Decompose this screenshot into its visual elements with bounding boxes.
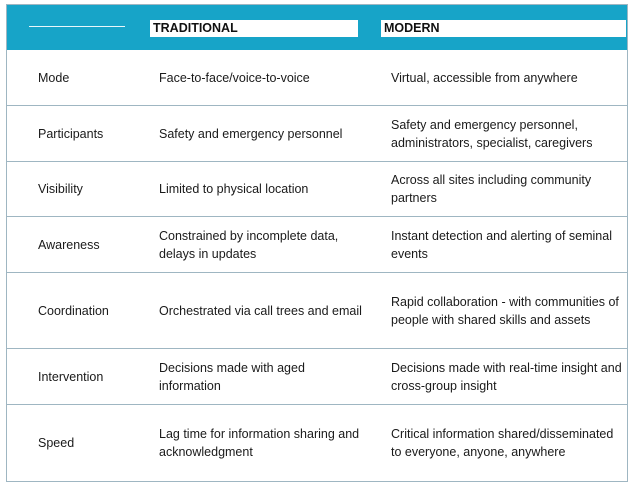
table-row-awareness: [7, 217, 627, 273]
traditional-cell: Constrained by incomplete data, delays in updates: [159, 228, 339, 261]
modern-cell: Safety and emergency personnel, administrators, specialist, caregivers: [391, 117, 593, 150]
row-label: Visibility: [38, 182, 83, 196]
modern-cell: Instant detection and alerting of seminal events: [391, 228, 612, 261]
modern-cell: Decisions made with real-time insight and cross-group insight: [391, 360, 622, 393]
traditional-cell: Limited to physical location: [159, 182, 309, 196]
row-label: Intervention: [38, 369, 104, 384]
traditional-cell: Face-to-face/voice-to-voice: [159, 70, 310, 85]
row-label: Speed: [38, 436, 75, 450]
header-modern: MODERN: [381, 20, 626, 37]
table-row-speed: [7, 405, 627, 481]
traditional-cell: Lag time for information sharing and acknowledgment: [159, 427, 360, 459]
traditional-cell: Decisions made with aged information: [159, 360, 305, 393]
row-label: Mode: [38, 70, 70, 85]
comparison-table: [6, 4, 628, 482]
table-row-coordination: [7, 273, 627, 349]
table-row-participants: [7, 106, 627, 162]
row-label: Participants: [38, 126, 104, 141]
modern-cell: Virtual, accessible from anywhere: [391, 70, 578, 85]
header-traditional: TRADITIONAL: [150, 20, 358, 37]
header-divider-line: [29, 26, 125, 27]
row-label: Awareness: [38, 237, 100, 252]
table-row-intervention: [7, 349, 627, 405]
traditional-cell: Safety and emergency personnel: [159, 126, 343, 141]
modern-cell: Across all sites including community partners: [391, 173, 592, 205]
modern-cell: Rapid collaboration - with communities of people with shared skills and assets: [391, 294, 619, 327]
traditional-cell: Orchestrated via call trees and email: [159, 303, 362, 318]
table-header: [7, 5, 627, 50]
table-row-mode: [7, 50, 627, 106]
modern-cell: Critical information shared/disseminated to everyone, anyone, anywhere: [391, 427, 614, 459]
row-label: Coordination: [38, 303, 109, 318]
table-row-visibility: [7, 162, 627, 217]
